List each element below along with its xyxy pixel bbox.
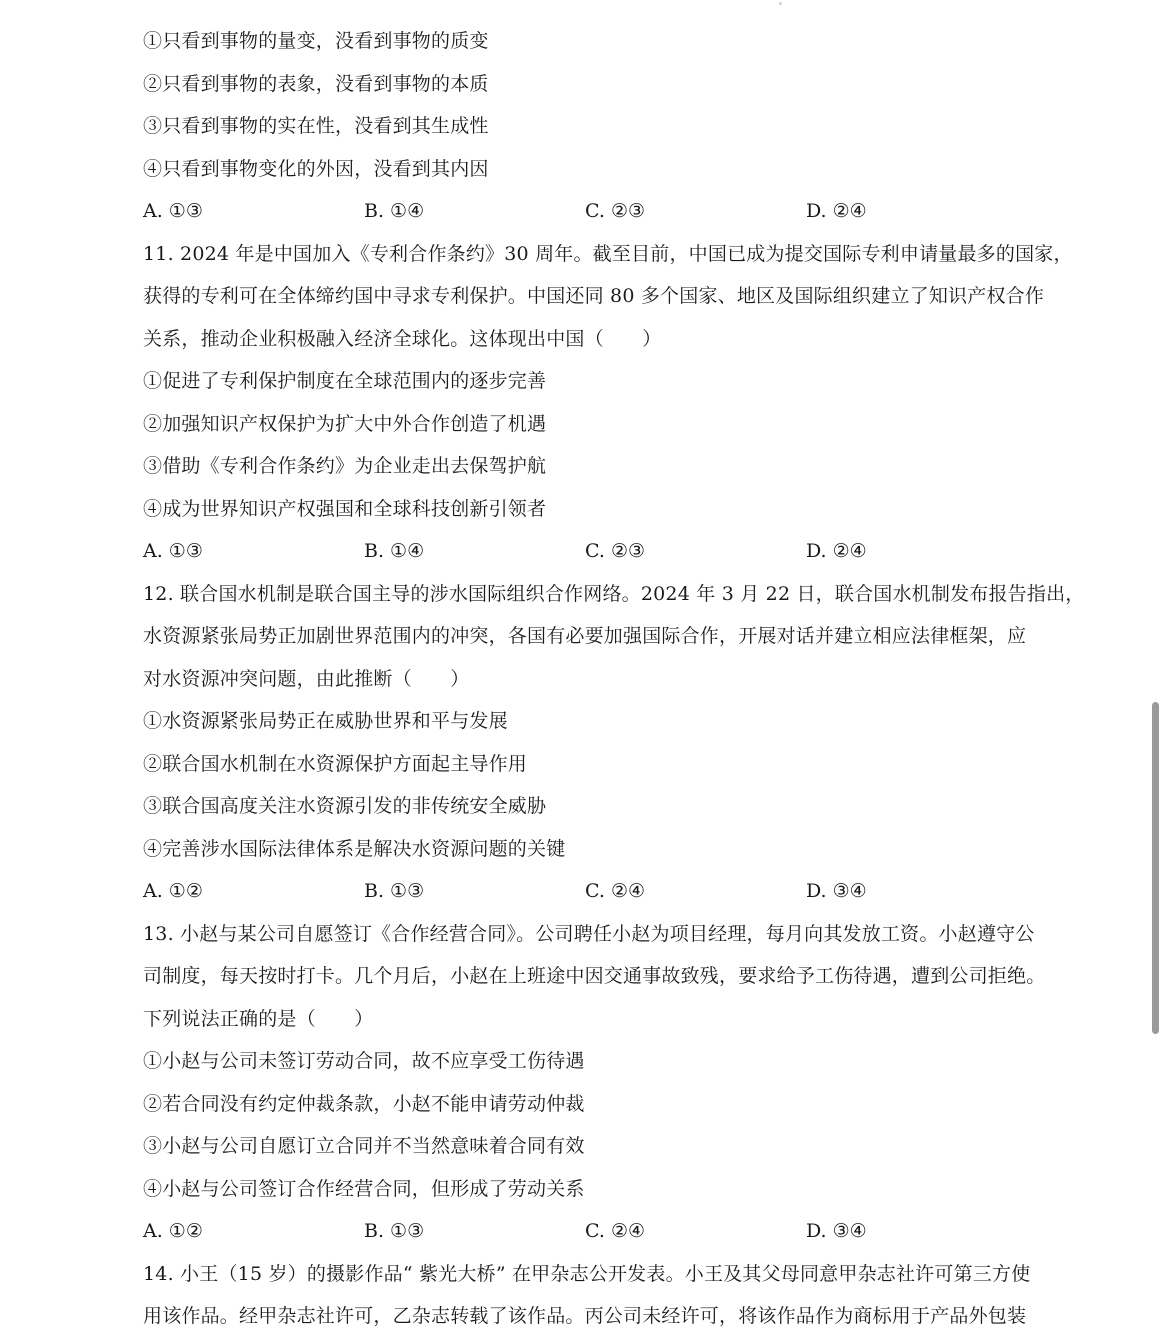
statement-line: ③借助《专利合作条约》为企业走出去保驾护航	[143, 455, 547, 477]
statement-line: ③只看到事物的实在性，没看到其生成性	[143, 115, 489, 137]
statement-line: ③联合国高度关注水资源引发的非传统安全威胁	[143, 795, 547, 817]
statement-line: ④成为世界知识产权强国和全球科技创新引领者	[143, 497, 547, 520]
option-d: D. ②④	[806, 200, 867, 222]
question-13	[143, 913, 1046, 1253]
question-stem-line: 12. 联合国水机制是联合国主导的涉水国际组织合作网络。2024 年 3 月 22 日，联合国水机制发布报告指出，	[143, 582, 1085, 605]
scan-speck	[779, 2, 782, 5]
question-stem-line: 14. 小王（15 岁）的摄影作品“ 紫光大桥” 在甲杂志公开发表。小王及其父母同意甲杂志社许可第三方使	[143, 1262, 1031, 1285]
statement-line: ①小赵与公司未签订劳动合同，故不应享受工伤待遇	[143, 1050, 585, 1072]
option-b: B. ①④	[364, 200, 425, 222]
option-a: A. ①②	[143, 1220, 203, 1242]
statement-line: ②联合国水机制在水资源保护方面起主导作用	[143, 752, 528, 775]
exam-content	[143, 20, 1085, 1338]
vertical-scrollbar[interactable]	[1152, 702, 1159, 1034]
statement-line: ④完善涉水国际法律体系是解决水资源问题的关键	[143, 837, 566, 860]
question-stem-line: 下列说法正确的是（ ）	[143, 1007, 374, 1030]
option-b: B. ①③	[364, 880, 425, 902]
question-stem-line: 对水资源冲突问题，由此推断（ ）	[143, 667, 470, 690]
statement-line: ④小赵与公司签订合作经营合同，但形成了劳动关系	[143, 1177, 585, 1200]
statement-line: ①只看到事物的量变，没看到事物的质变	[143, 30, 489, 52]
statement-line: ①水资源紧张局势正在威胁世界和平与发展	[143, 710, 508, 732]
question-stem-line: 水资源紧张局势正加剧世界范围内的冲突，各国有必要加强国际合作，开展对话并建立相应法律框架，应	[143, 625, 1027, 647]
question-14	[143, 1253, 1043, 1338]
question-stem-line: 11. 2024 年是中国加入《专利合作条约》30 周年。截至目前，中国已成为提交国际专利申请量最多的国家，	[143, 242, 1073, 265]
option-b: B. ①④	[364, 540, 425, 562]
statement-line: ②加强知识产权保护为扩大中外合作创造了机遇	[143, 412, 547, 435]
option-c: C. ②③	[585, 200, 646, 222]
question-stem-line: 司制度，每天按时打卡。几个月后，小赵在上班途中因交通事故致残，要求给予工伤待遇，遭到公司拒绝。	[143, 965, 1046, 987]
statement-line: ②只看到事物的表象，没看到事物的本质	[143, 72, 489, 95]
option-d: D. ③④	[806, 880, 867, 902]
option-a: A. ①②	[143, 880, 203, 902]
statement-line: ②若合同没有约定仲裁条款，小赵不能申请劳动仲裁	[143, 1092, 585, 1115]
statement-line: ①促进了专利保护制度在全球范围内的逐步完善	[143, 370, 547, 392]
question-stem-line: 关系，推动企业积极融入经济全球化。这体现出中国（ ）	[143, 327, 662, 350]
statement-line: ③小赵与公司自愿订立合同并不当然意味着合同有效	[143, 1135, 585, 1157]
question-10	[143, 20, 1043, 233]
option-b: B. ①③	[364, 1220, 425, 1242]
question-11	[143, 233, 1073, 573]
statement-line: ④只看到事物变化的外因，没看到其内因	[143, 157, 489, 180]
option-d: D. ③④	[806, 1220, 867, 1242]
question-stem-line: 获得的专利可在全体缔约国中寻求专利保护。中国还同 80 多个国家、地区及国际组织建立了知识产权合作	[143, 285, 1045, 307]
option-a: A. ①③	[143, 200, 203, 222]
answer-options	[143, 870, 1043, 913]
answer-options	[143, 530, 1043, 573]
option-c: C. ②④	[585, 1220, 646, 1242]
answer-options	[143, 190, 1043, 233]
question-stem-line: 13. 小赵与某公司自愿签订《合作经营合同》。公司聘任小赵为项目经理，每月向其发放工资。小赵遵守公	[143, 922, 1035, 945]
option-c: C. ②④	[585, 880, 646, 902]
question-stem-line: 用该作品。经甲杂志社许可，乙杂志转载了该作品。丙公司未经许可，将该作品作为商标用于产品外包装	[143, 1305, 1027, 1327]
answer-options	[143, 1210, 1043, 1253]
option-a: A. ①③	[143, 540, 203, 562]
option-d: D. ②④	[806, 540, 867, 562]
question-12	[143, 573, 1085, 913]
option-c: C. ②③	[585, 540, 646, 562]
